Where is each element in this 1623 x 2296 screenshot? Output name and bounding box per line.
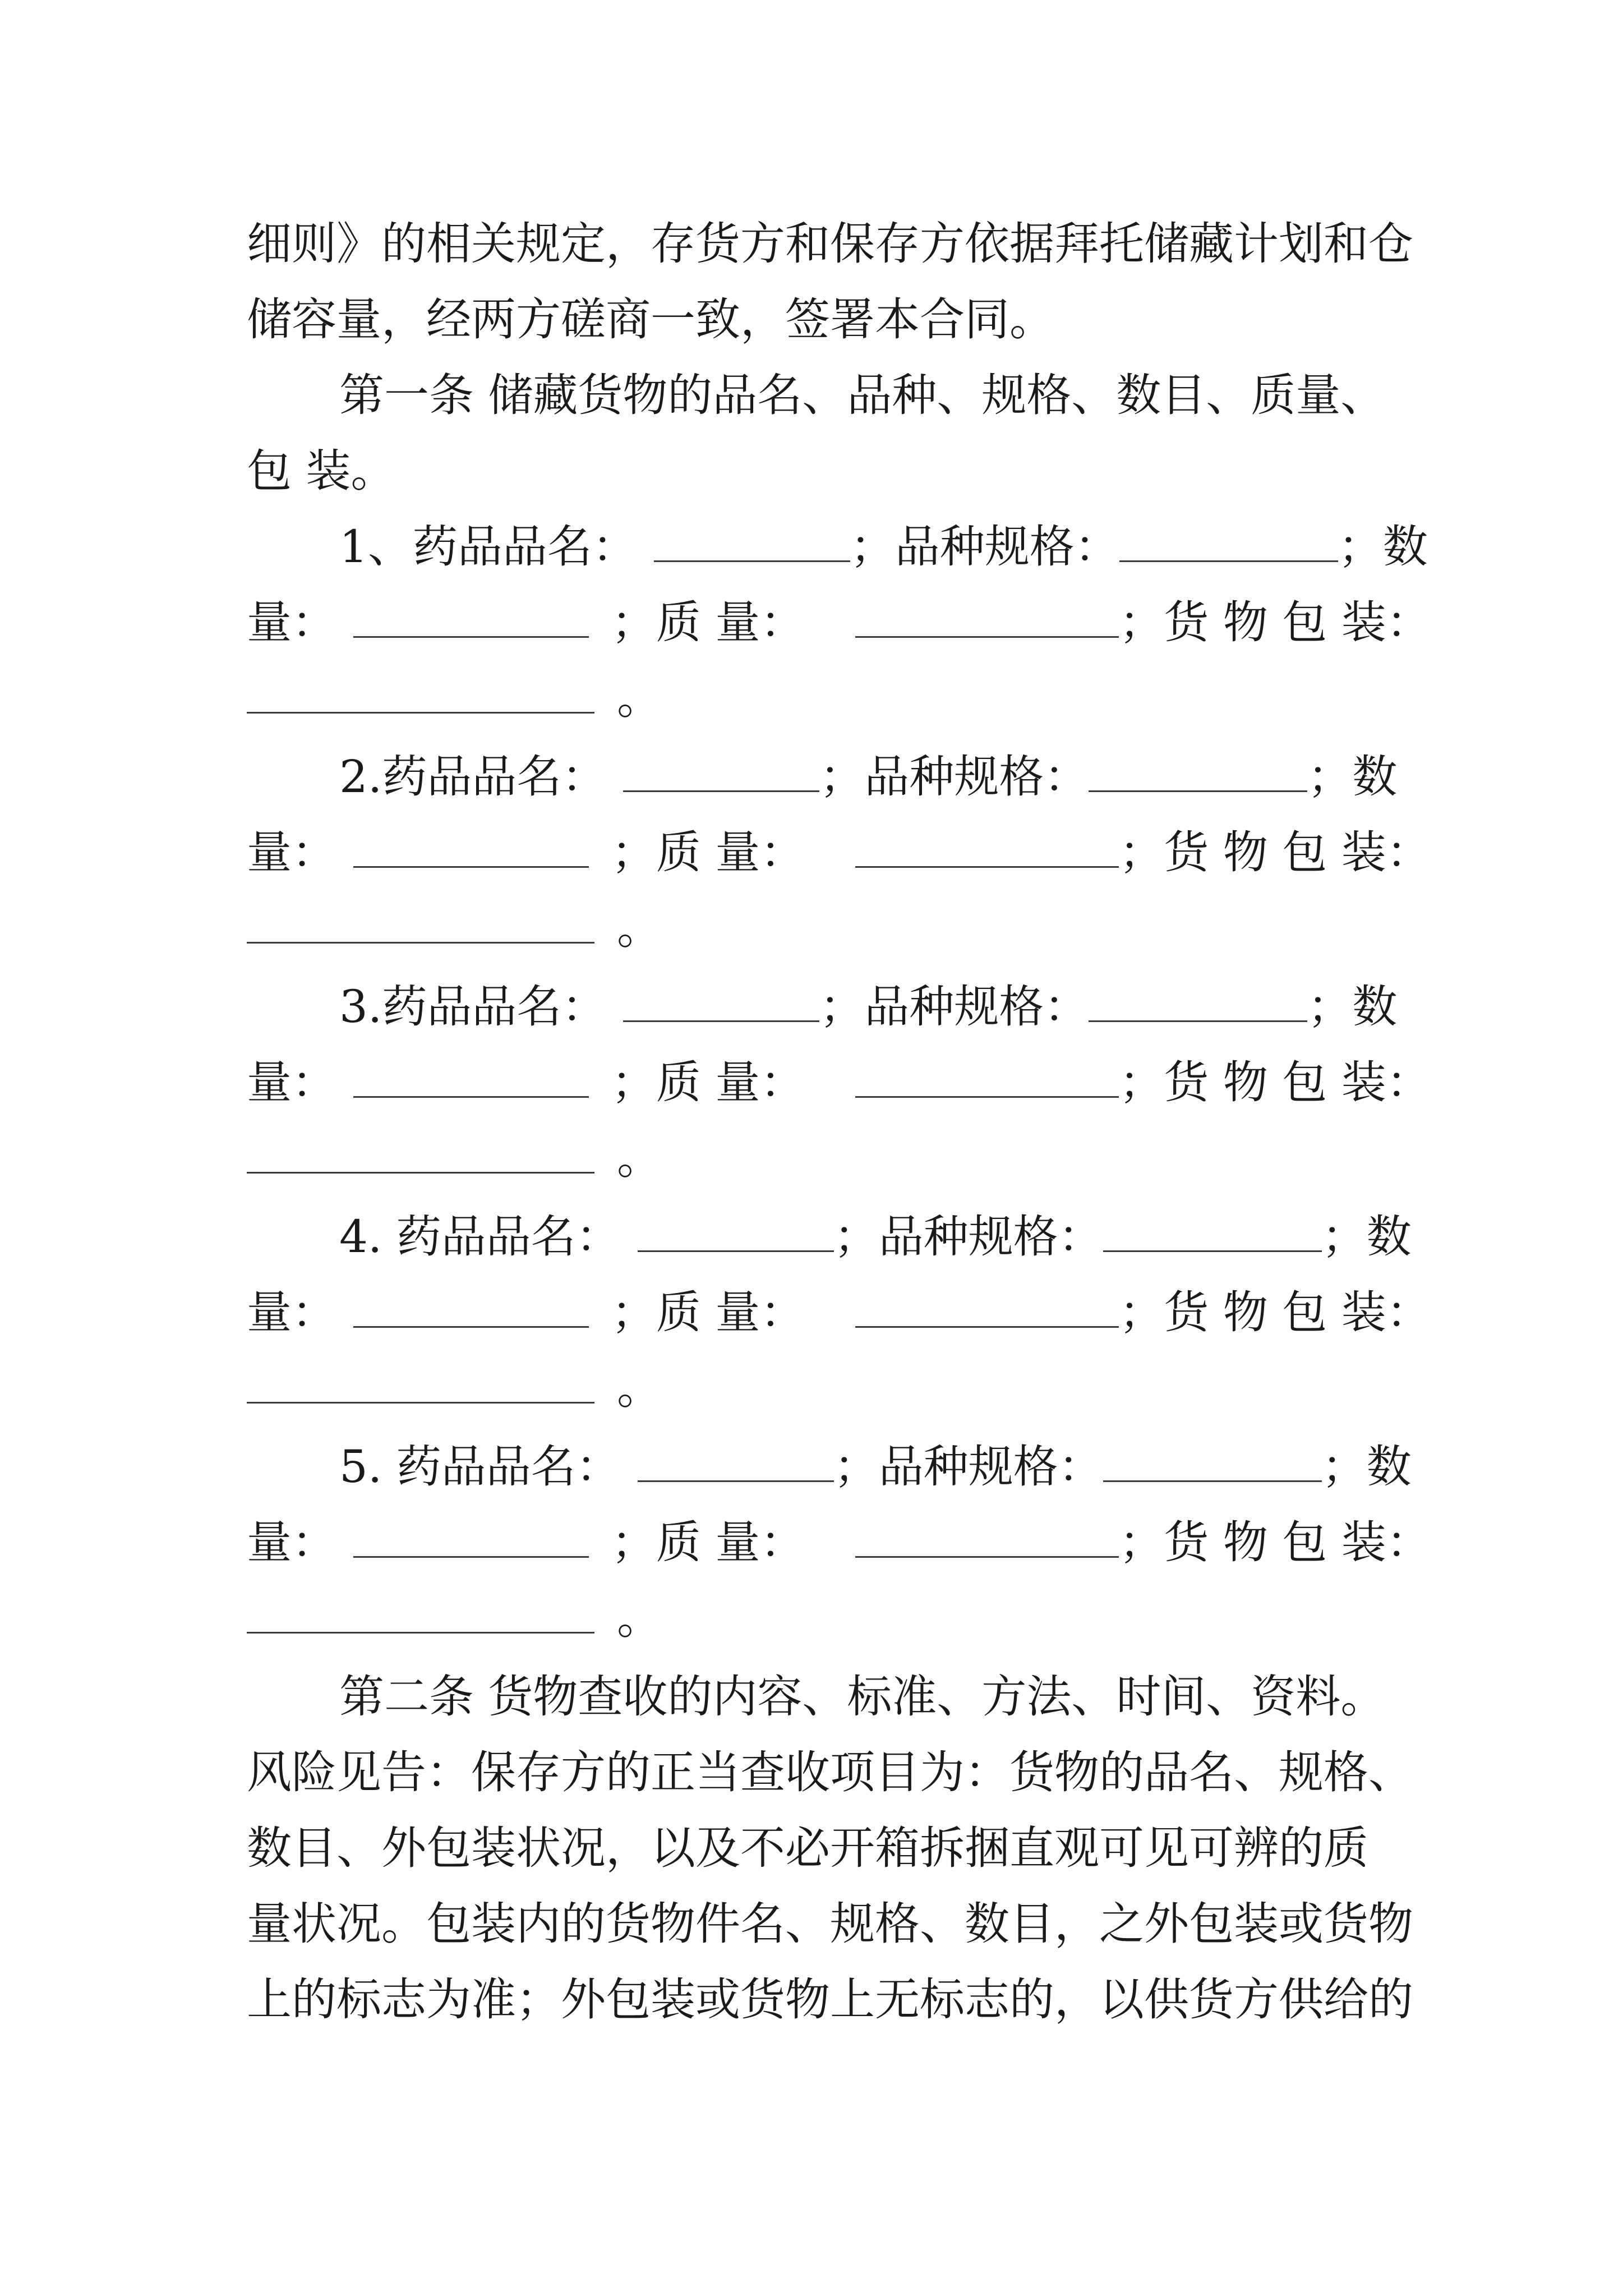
spec-blank[interactable] <box>1089 979 1307 1022</box>
spec-blank[interactable] <box>1103 1209 1322 1252</box>
qty-label-prefix: ；数 <box>1321 1441 1412 1493</box>
drug-name-label: 药品品名： <box>412 521 637 573</box>
spec-blank[interactable] <box>1089 749 1307 792</box>
packaging-label: ；货 物 包 装： <box>1119 1286 1431 1338</box>
drug-name-blank[interactable] <box>638 1209 834 1252</box>
item-number: 1、 <box>339 521 413 573</box>
qty-label-prefix: ；数 <box>1307 751 1398 803</box>
qty-label-suffix: 量： <box>247 1056 336 1108</box>
qty-blank[interactable] <box>353 595 589 638</box>
drug-name-label: 药品品名： <box>382 751 607 803</box>
item-5-line-1 <box>339 1439 1412 1495</box>
item-4-line-2 <box>247 1285 1431 1341</box>
qty-blank[interactable] <box>353 1055 589 1098</box>
item-number: 5. <box>339 1441 396 1493</box>
quality-label: ；质 量： <box>611 596 805 648</box>
end-mark: 。 <box>617 672 662 724</box>
item-2-line-3 <box>247 900 662 956</box>
item-1-line-3 <box>247 670 662 726</box>
quality-label: ；质 量： <box>611 826 805 878</box>
end-mark: 。 <box>617 1592 662 1644</box>
item-1-line-2 <box>247 595 1431 651</box>
packaging-label: ；货 物 包 装： <box>1119 1516 1431 1568</box>
quality-blank[interactable] <box>855 1055 1119 1098</box>
quality-label: ；质 量： <box>611 1056 805 1108</box>
spec-blank[interactable] <box>1103 1439 1322 1482</box>
end-mark: 。 <box>617 902 662 954</box>
item-number: 4. <box>339 1211 396 1263</box>
quality-blank[interactable] <box>855 595 1119 638</box>
article-2-line-4: 上的标志为准；外包装或货物上无标志的，以供货方供给的 <box>247 1973 1413 2026</box>
qty-label-prefix: ；数 <box>1338 521 1428 573</box>
item-number: 2. <box>339 751 382 803</box>
quality-label: ；质 量： <box>611 1516 805 1568</box>
article-2-line-2: 数目、外包装状况，以及不必开箱拆捆直观可见可辨的质 <box>247 1822 1368 1874</box>
item-1-line-1 <box>339 519 1428 575</box>
item-3-line-1 <box>339 979 1397 1035</box>
qty-label-prefix: ；数 <box>1307 981 1398 1033</box>
spec-label: ；品种规格： <box>833 1211 1103 1263</box>
quality-blank[interactable] <box>855 1515 1119 1558</box>
item-2-line-1 <box>339 749 1397 805</box>
qty-label-suffix: 量： <box>247 1516 336 1568</box>
drug-name-blank[interactable] <box>623 979 819 1022</box>
qty-label-suffix: 量： <box>247 826 336 878</box>
spec-label: ；品种规格： <box>819 981 1089 1033</box>
item-3-line-3 <box>247 1130 662 1186</box>
article-1-heading: 第一条 储藏货物的品名、品种、规格、数目、质量、 <box>339 369 1386 421</box>
qty-label-suffix: 量： <box>247 1286 336 1338</box>
quality-label: ；质 量： <box>611 1286 805 1338</box>
end-mark: 。 <box>617 1362 662 1414</box>
packaging-label: ；货 物 包 装： <box>1119 596 1431 648</box>
item-2-line-2 <box>247 825 1431 881</box>
item-5-line-3 <box>247 1590 662 1646</box>
packaging-blank[interactable] <box>247 1130 594 1174</box>
packaging-blank[interactable] <box>247 1590 594 1634</box>
packaging-blank[interactable] <box>247 670 594 714</box>
article-2-heading: 第二条 货物查收的内容、标准、方法、时间、资料。 <box>339 1671 1386 1723</box>
spec-label: ；品种规格： <box>850 521 1119 573</box>
spec-label: ；品种规格： <box>819 751 1089 803</box>
quality-blank[interactable] <box>855 825 1119 868</box>
article-2-line-3: 量状况。包装内的货物件名、规格、数目，之外包装或货物 <box>247 1898 1413 1950</box>
article-1-heading-cont: 包 装。 <box>247 445 396 497</box>
qty-label-suffix: 量： <box>247 596 336 648</box>
packaging-blank[interactable] <box>247 1360 594 1404</box>
drug-name-label: 药品品名： <box>382 981 607 1033</box>
item-5-line-2 <box>247 1515 1431 1571</box>
item-number: 3. <box>339 981 382 1033</box>
item-3-line-2 <box>247 1055 1431 1111</box>
qty-blank[interactable] <box>353 1285 589 1328</box>
drug-name-blank[interactable] <box>638 1439 834 1482</box>
qty-blank[interactable] <box>353 825 589 868</box>
spec-blank[interactable] <box>1119 519 1338 562</box>
packaging-label: ；货 物 包 装： <box>1119 826 1431 878</box>
quality-blank[interactable] <box>855 1285 1119 1328</box>
intro-line-1: 细则》的相关规定，存货方和保存方依据拜托储藏计划和仓 <box>247 218 1413 270</box>
drug-name-blank[interactable] <box>623 749 819 792</box>
drug-name-label: 药品品名： <box>396 1211 621 1263</box>
qty-blank[interactable] <box>353 1515 589 1558</box>
qty-label-prefix: ；数 <box>1321 1211 1412 1263</box>
intro-line-2: 储容量，经两方磋商一致，签署本合同。 <box>247 293 1054 346</box>
spec-label: ；品种规格： <box>833 1441 1103 1493</box>
item-4-line-3 <box>247 1360 662 1416</box>
article-2-line-1: 风险见告：保存方的正当查收项目为：货物的品名、规格、 <box>247 1746 1413 1798</box>
end-mark: 。 <box>617 1132 662 1184</box>
packaging-blank[interactable] <box>247 900 594 944</box>
item-4-line-1 <box>339 1209 1412 1265</box>
drug-name-label: 药品品名： <box>396 1441 621 1493</box>
packaging-label: ；货 物 包 装： <box>1119 1056 1431 1108</box>
drug-name-blank[interactable] <box>654 519 850 562</box>
